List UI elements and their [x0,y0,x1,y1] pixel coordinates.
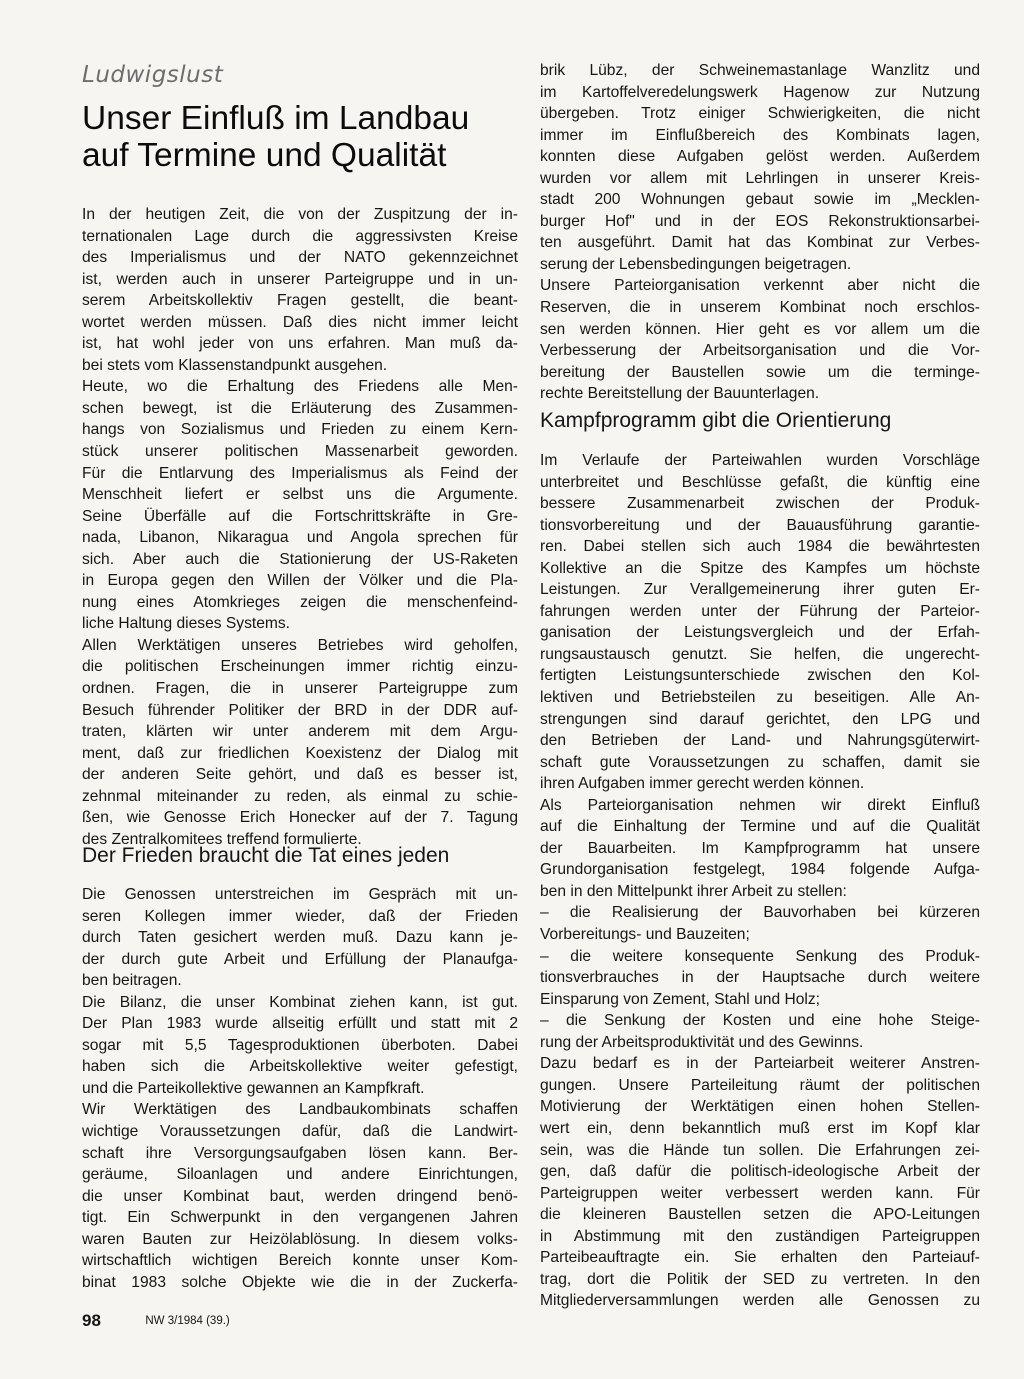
text-line: rechte Bereitstellung der Bauunterlagen. [540,385,820,403]
text-line: gen, daß dafür die politisch-ideologische Arbeit der [540,1163,980,1181]
text-line: wirtschaftlich wichtigen Bereich konnte unser Kom- [82,1252,518,1270]
text-line: strengungen sind darauf gerichtet, den LPG und [540,710,980,728]
left-column-section [82,884,518,1293]
text-line: und die Parteikollektive gewannen an Kampfkraft. [82,1079,425,1097]
text-line: serung der Lebensbedingungen beigetragen. [540,255,852,273]
text-line: Mitgliederversammlungen werden alle Genossen zu [540,1292,980,1310]
text-line: Motivierung der Werktätigen einen hohen Stellen- [540,1098,980,1116]
text-line: geräume, Siloanlagen und andere Einrichtungen, [82,1166,518,1184]
section-heading-kampfprogramm: Kampfprogramm gibt die Orientierung [540,409,892,432]
text-line: im Kartoffelveredelungswerk Hagenow zur Nutzung [540,83,980,101]
text-line: sein, was die Hände tun sollen. Die Erfahrungen zei- [540,1141,980,1159]
text-line: Dazu bedarf es in der Parteiarbeit weiterer Anstren- [540,1055,980,1073]
text-line: Unsere Parteiorganisation verkennt aber nicht die [540,277,980,295]
text-line: – die Senkung der Kosten und eine hohe Steige- [540,1012,980,1030]
text-line: Leistungen. Zur Verallgemeinerung ihrer guten Er- [540,581,980,599]
text-line: Für die Entlarvung des Imperialismus als Feind der [82,464,518,482]
text-line: Parteigruppen weiter verbessert werden kann. Für [540,1184,980,1202]
text-line: Wir Werktätigen des Landbaukombinats schaffen [82,1101,518,1119]
headline-line: auf Termine und Qualität [82,137,447,174]
text-line: nung eines Atomkrieges zeigen die menschenfeind- [82,593,518,611]
text-line: Der Plan 1983 wurde allseitig erfüllt und statt mit 2 [82,1015,518,1033]
article-headline [82,100,522,174]
text-line: durch Taten gesichert werden muß. Dazu kann je- [82,929,518,947]
left-column-intro [82,204,518,850]
text-line: bei stets vom Klassenstandpunkt ausgehen. [82,356,388,374]
text-line: Als Parteiorganisation nehmen wir direkt Einfluß [540,796,980,814]
text-line: traten, klärten wir unter anderem mit dem Argu- [82,723,518,741]
text-line: seren Kollegen immer wieder, daß der Frieden [82,907,518,925]
text-line: schaft gute Voraussetzungen zu schaffen, damit sie [540,753,980,771]
text-line: des Imperialismus und der NATO gekennzeichnet [82,249,518,267]
right-column-intro [540,60,980,405]
text-line: Kollektive an die Spitze des Kampfes um höchste [540,559,980,577]
text-line: sogar mit 5,5 Tagesproduktionen überboten. Dabei [82,1036,518,1054]
text-line: der anderen Seite gehört, und daß es besser ist, [82,766,518,784]
article-kicker: Ludwigslust [82,62,224,88]
text-line: der Bauarbeiten. Im Kampfprogramm hat unsere [540,839,980,857]
text-line: die unser Kombinat baut, werden dringend benö- [82,1187,518,1205]
headline-line: Unser Einfluß im Landbau [82,100,470,137]
text-line: fertigten Leistungsunterschiede zwischen den Kol- [540,667,980,685]
text-line: tionsvorbereitung und der Bauausführung garantie- [540,516,980,534]
text-line: Vorbereitungs- und Bauzeiten; [540,926,750,944]
text-line: Einsparung von Zement, Stahl und Holz; [540,990,820,1008]
text-line: den Betrieben der Land- und Nahrungsgüterwirt- [540,732,980,750]
text-line: immer im Einflußbereich des Kombinats lagen, [540,126,980,144]
text-line: nada, Libanon, Nikaragua und Angola sprechen für [82,529,518,547]
text-line: In der heutigen Zeit, die von der Zuspitzung der in- [82,206,518,223]
text-line: rungsaustausch genutzt. Sie helfen, die ungerecht- [540,645,980,663]
text-line: in Abstimmung mit den zuständigen Parteigruppen [540,1227,980,1245]
text-line: Seine Überfälle auf die Fortschrittskräfte in Gre- [82,507,518,525]
text-line: Parteibeauftragte ein. Sie erhalten den Parteiauf- [540,1249,980,1267]
text-line: des Zentralkomitees treffend formulierte. [82,830,362,848]
text-line: auf die Einhaltung der Termine und auf die Qualität [540,818,980,836]
text-line: wert ein, denn bekanntlich muß erst im Kopf klar [540,1119,980,1137]
text-line: Die Bilanz, die unser Kombinat ziehen kann, ist gut. [82,993,518,1011]
text-line: sich. Aber auch die Stationierung der US-Raketen [82,550,518,568]
text-line: rung der Arbeitsproduktivität und des Gewinns. [540,1033,864,1051]
text-line: bessere Zusammenarbeit zwischen der Produk- [540,495,980,513]
text-line: Reserven, die in unserem Kombinat noch erschlos- [540,299,980,317]
text-line: in Europa gegen den Willen der Völker und die Pla- [82,572,518,590]
text-line: übergeben. Trotz einiger Schwierigkeiten, die nicht [540,105,980,123]
text-line: stück unserer politischen Massenarbeit geworden. [82,443,518,461]
text-line: Verbesserung der Arbeitsorganisation und die Vor- [540,342,980,360]
page-number: 98 [82,1311,101,1330]
text-line: unterbreitet und Beschlüsse gefaßt, die künftig eine [540,473,980,491]
text-line: lektiven und Betriebsteilen zu beseitigen. Alle An- [540,689,980,707]
text-line: ternationalen Lage durch die aggressivsten Kreise [82,227,518,245]
page-footer [82,1311,230,1331]
text-line: bereitung der Baustellen sowie um die terminge- [540,363,980,381]
text-line: die kleineren Baustellen setzen die APO-Leitungen [540,1206,980,1224]
text-line: – die weitere konsequente Senkung des Produk- [540,947,980,965]
text-line: sen werden können. Hier geht es vor allem um die [540,320,980,338]
text-line: Allen Werktätigen unseres Betriebes wird geholfen, [82,636,518,654]
text-line: liche Haltung dieses Systems. [82,615,291,633]
text-line: Besuch führender Politiker der BRD in der DDR auf- [82,701,518,719]
text-line: burger Hof" und in der EOS Rekonstruktionsarbei- [540,212,980,230]
section-heading-frieden: Der Frieden braucht die Tat eines jeden [82,844,450,867]
text-line: Menschheit liefert er selbst uns die Argumente. [82,486,518,504]
text-line: fahrungen werden unter der Führung der Parteior- [540,602,980,620]
text-line: ist, werden auch in unserer Parteigruppe und in un- [82,270,518,288]
text-line: wichtige Voraussetzungen dafür, daß die Landwirt- [82,1123,518,1141]
text-line: gungen. Unsere Parteileitung räumt der politischen [540,1076,980,1094]
right-column-section [540,450,980,1312]
text-line: Im Verlaufe der Parteiwahlen wurden Vorschläge [540,452,980,469]
text-line: waren Bauten zur Heizölablösung. In diesem volks- [82,1230,518,1248]
text-line: Die Genossen unterstreichen im Gespräch mit un- [82,886,518,903]
text-line: schen bewegt, ist die Erläuterung des Zusammen- [82,399,518,417]
text-line: trag, dort die Politik der SED zu vertreten. In den [540,1270,980,1288]
text-line: ist, hat wohl jeder von uns erfahren. Man muß da- [82,335,518,353]
text-line: wortet werden müssen. Daß dies nicht immer leicht [82,313,518,331]
text-line: tigt. Ein Schwerpunkt in den vergangenen Jahren [82,1209,518,1227]
text-line: die politischen Erscheinungen immer richtig einzu- [82,658,518,676]
issue-reference: NW 3/1984 (39.) [145,1315,230,1327]
text-line: ordnen. Fragen, die in unserer Parteigruppe zum [82,680,518,698]
text-line: tionsverbrauches in der Hauptsache durch weitere [540,969,980,987]
text-line: schaft ihre Versorgungsaufgaben lösen kann. Ber- [82,1144,518,1162]
text-line: der durch gute Arbeit und Erfüllung der Planaufga- [82,950,518,968]
text-line: wurden vor allem mit Lehrlingen in unserer Kreis- [540,169,980,187]
text-line: serem Arbeitskollektiv Fragen gestellt, die beant- [82,292,518,310]
text-line: ganisation der Leistungsvergleich und der Erfah- [540,624,980,642]
text-line: ten ausgeführt. Damit hat das Kombinat zur Verbes- [540,234,980,252]
text-line: hangs von Sozialismus und Frieden zu einem Kern- [82,421,518,439]
text-line: Grundorganisation festgelegt, 1984 folgende Aufga- [540,861,980,879]
text-line: ment, daß zur friedlichen Koexistenz der Dialog mit [82,744,518,762]
text-line: ihren Aufgaben immer gerecht werden können. [540,775,865,793]
text-line: ßen, wie Genosse Erich Honecker auf der 7. Tagung [82,809,518,827]
text-line: zehnmal miteinander zu reden, als einmal zu schie- [82,787,518,805]
text-line: – die Realisierung der Bauvorhaben bei kürzeren [540,904,980,922]
text-line: ren. Dabei stellen sich auch 1984 die bewährtesten [540,538,980,556]
text-line: Heute, wo die Erhaltung des Friedens alle Men- [82,378,518,396]
text-line: brik Lübz, der Schweinemastanlage Wanzlitz und [540,62,980,79]
text-line: ben in den Mittelpunkt ihrer Arbeit zu stellen: [540,882,847,900]
text-line: binat 1983 solche Objekte wie die in der Zuckerfa- [82,1273,518,1291]
text-line: haben sich die Arbeitskollektive weiter gefestigt, [82,1058,518,1076]
text-line: konnten diese Aufgaben gelöst werden. Außerdem [540,148,980,166]
text-line: stadt 200 Wohnungen gebaut sowie im „Mecklen- [540,191,980,209]
text-line: ben beitragen. [82,972,182,990]
